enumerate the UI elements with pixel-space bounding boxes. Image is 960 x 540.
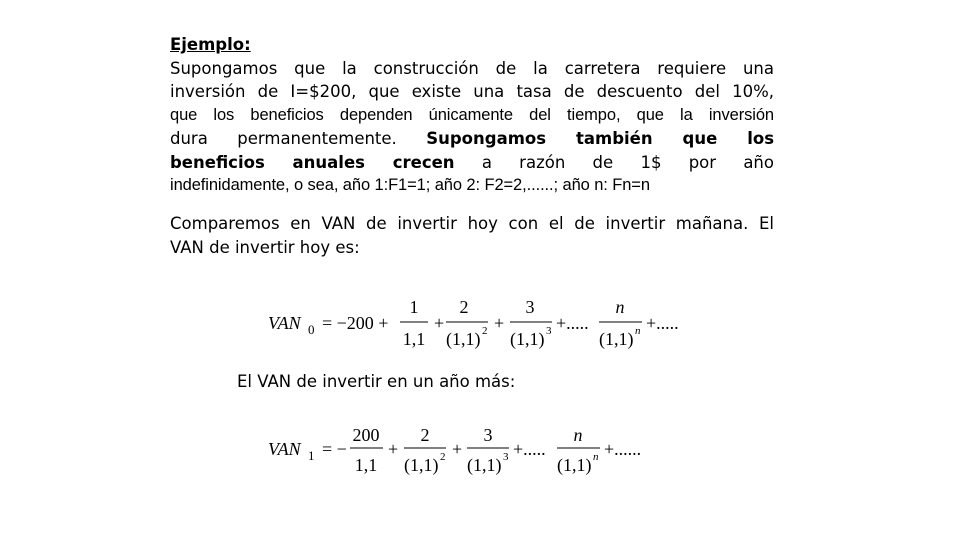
example-line-5-normal: a razón de 1$ por año — [481, 152, 774, 172]
compare-line-1: Comparemos en VAN de invertir hoy con el de invertir mañana. El — [170, 214, 774, 233]
van0-den-2: (1,1) — [446, 329, 481, 349]
van0-dots-end: +..... — [646, 313, 679, 333]
van1-lhs: VAN — [268, 439, 301, 459]
compare-line-2: VAN de invertir hoy es: — [170, 237, 360, 257]
van1-num-1: 200 — [352, 425, 380, 445]
van0-eq: = −200 + — [322, 313, 389, 333]
van0-den-n: (1,1) — [599, 329, 634, 349]
van1-plus-1: + — [388, 439, 399, 459]
example-paragraph — [170, 33, 774, 198]
van1-num-2: 2 — [420, 425, 430, 445]
van1-exp-n: n — [593, 451, 599, 463]
van0-exp-3: 3 — [546, 325, 552, 337]
van1-eq: = − — [322, 439, 347, 459]
van0-den-3: (1,1) — [510, 329, 545, 349]
example-line-2: inversión de I=$200, que existe una tasa de descuento del 10%, — [170, 82, 774, 101]
van1-exp-2: 2 — [440, 451, 446, 463]
van1-den-2: (1,1) — [404, 455, 439, 475]
van0-plus-1: + — [434, 313, 445, 333]
van1-formula — [262, 424, 682, 484]
van1-plus-2: + — [452, 439, 463, 459]
van1-den-n: (1,1) — [557, 455, 592, 475]
van0-lhs-sub: 0 — [308, 322, 315, 337]
next-year-label: El VAN de invertir en un año más: — [237, 372, 516, 391]
van0-num-n: n — [615, 297, 625, 317]
van0-exp-2: 2 — [482, 325, 488, 337]
example-line-5 — [170, 151, 774, 175]
van0-dots-mid: +..... — [556, 313, 589, 333]
compare-paragraph — [170, 212, 774, 259]
example-heading: Ejemplo: — [170, 35, 251, 54]
example-line-4-normal: dura permanentemente. — [170, 129, 397, 148]
van1-den-3: (1,1) — [467, 455, 502, 475]
example-line-4-bold: Supongamos también que los — [426, 129, 775, 148]
van0-num-2: 2 — [459, 297, 469, 317]
van1-dots-mid: +..... — [513, 439, 546, 459]
van1-lhs-sub: 1 — [308, 448, 315, 463]
van0-formula — [262, 296, 702, 356]
van1-num-3: 3 — [483, 425, 493, 445]
van0-den-1: 1,1 — [402, 329, 426, 349]
van1-dots-end: +...... — [604, 439, 642, 459]
van0-plus-2: + — [494, 313, 505, 333]
example-line-5-bold: beneficios anuales crecen — [170, 152, 455, 172]
van0-exp-n: n — [635, 325, 641, 337]
van1-num-n: n — [573, 425, 583, 445]
example-line-6: indefinidamente, o sea, año 1:F1=1; año 2: F2=2,......; año n: Fn=n — [170, 176, 650, 194]
example-line-3: que los beneficios dependen únicamente del tiempo, que la inversión — [170, 105, 774, 124]
example-line-4 — [170, 127, 774, 151]
van0-lhs: VAN — [268, 313, 301, 333]
example-line-1: Supongamos que la construcción de la carretera requiere una — [170, 58, 774, 78]
van1-den-1: 1,1 — [354, 455, 378, 475]
van1-exp-3: 3 — [503, 451, 509, 463]
van0-num-1: 1 — [409, 297, 419, 317]
van0-num-3: 3 — [525, 297, 535, 317]
